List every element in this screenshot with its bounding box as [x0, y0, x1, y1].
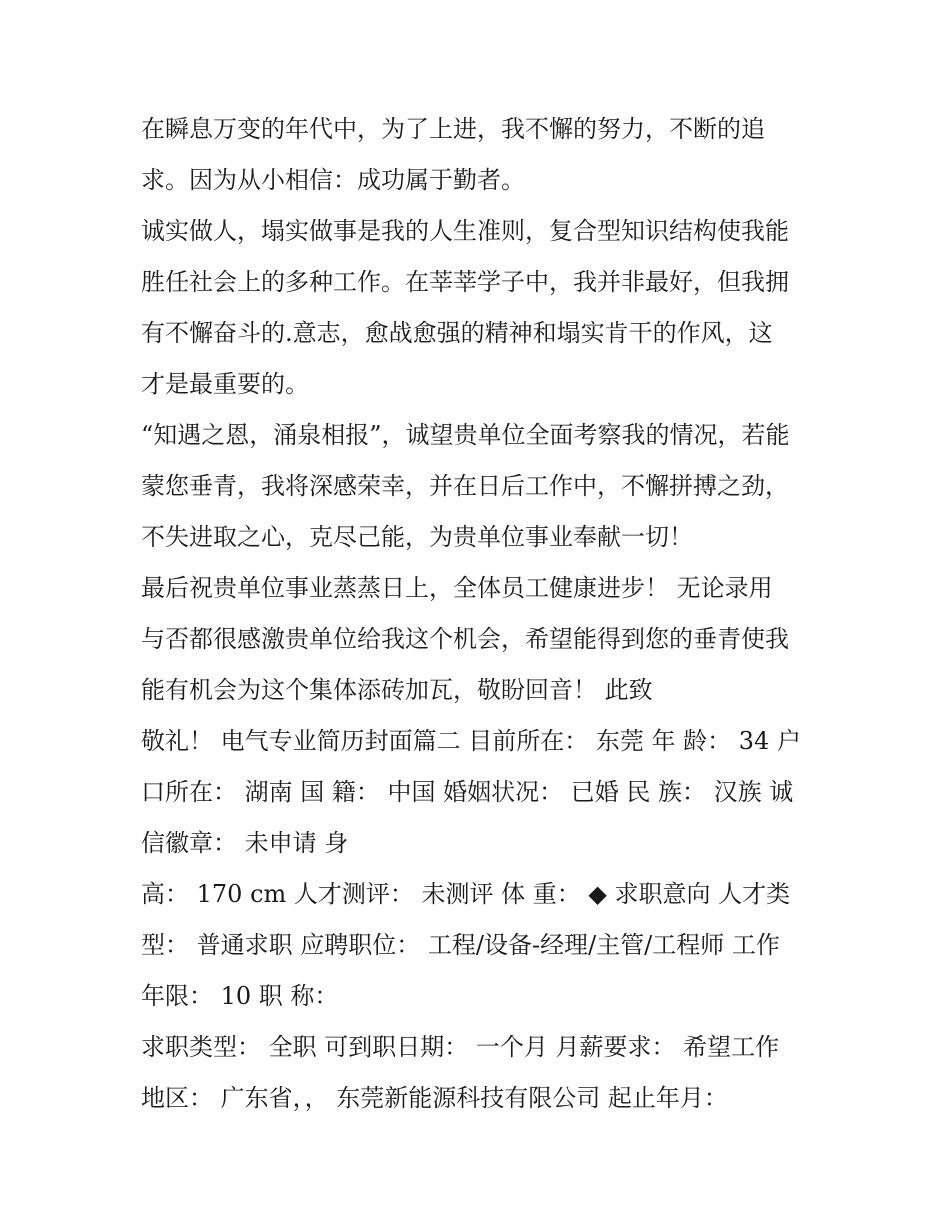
- text-line: “知遇之恩，涌泉相报”，诚望贵单位全面考察我的情况，若能: [141, 421, 790, 449]
- text-line: 与否都很感激贵单位给我这个机会，希望能得到您的垂青使我: [141, 625, 789, 653]
- text-line: 求。因为从小相信：成功属于勤者。: [141, 166, 525, 194]
- text-line: 胜任社会上的多种工作。在莘莘学子中，我并非最好，但我拥: [141, 268, 789, 296]
- text-line: 有不懈奋斗的.意志，愈战愈强的精神和塌实肯干的作风，这: [141, 319, 773, 347]
- document-body: [141, 104, 821, 1124]
- text-line: 在瞬息万变的年代中，为了上进，我不懈的努力，不断的追: [141, 115, 765, 143]
- text-line: 地区： 广东省，， 东莞新能源科技有限公司 起止年月：: [141, 1084, 728, 1112]
- text-line: 蒙您垂青，我将深感荣幸，并在日后工作中，不懈拼搏之劲，: [141, 472, 789, 500]
- text-line: 才是最重要的。: [141, 370, 309, 398]
- text-line: 敬礼！ 电气专业简历封面篇二 目前所在： 东莞 年 龄： 34 户: [141, 727, 801, 755]
- text-line: 能有机会为这个集体添砖加瓦，敬盼回音！ 此致: [141, 676, 653, 704]
- text-line: 诚实做人，塌实做事是我的人生准则，复合型知识结构使我能: [141, 217, 789, 245]
- text-line: 高： 170 cm 人才测评： 未测评 体 重： ◆ 求职意向 人才类: [141, 880, 791, 908]
- text-line: 口所在： 湖南 国 籍： 中国 婚姻状况： 已婚 民 族： 汉族 诚: [141, 778, 794, 806]
- text-line: 信徽章： 未申请 身: [141, 829, 349, 857]
- text-line: 年限： 10 职 称：: [141, 982, 339, 1010]
- text-line: 求职类型： 全职 可到职日期： 一个月 月薪要求： 希望工作: [141, 1033, 780, 1061]
- text-line: 型： 普通求职 应聘职位： 工程/设备-经理/主管/工程师 工作: [141, 931, 780, 959]
- text-line: 最后祝贵单位事业蒸蒸日上，全体员工健康进步！ 无论录用: [141, 574, 773, 602]
- text-line: 不失进取之心，克尽己能，为贵单位事业奉献一切！: [141, 523, 693, 551]
